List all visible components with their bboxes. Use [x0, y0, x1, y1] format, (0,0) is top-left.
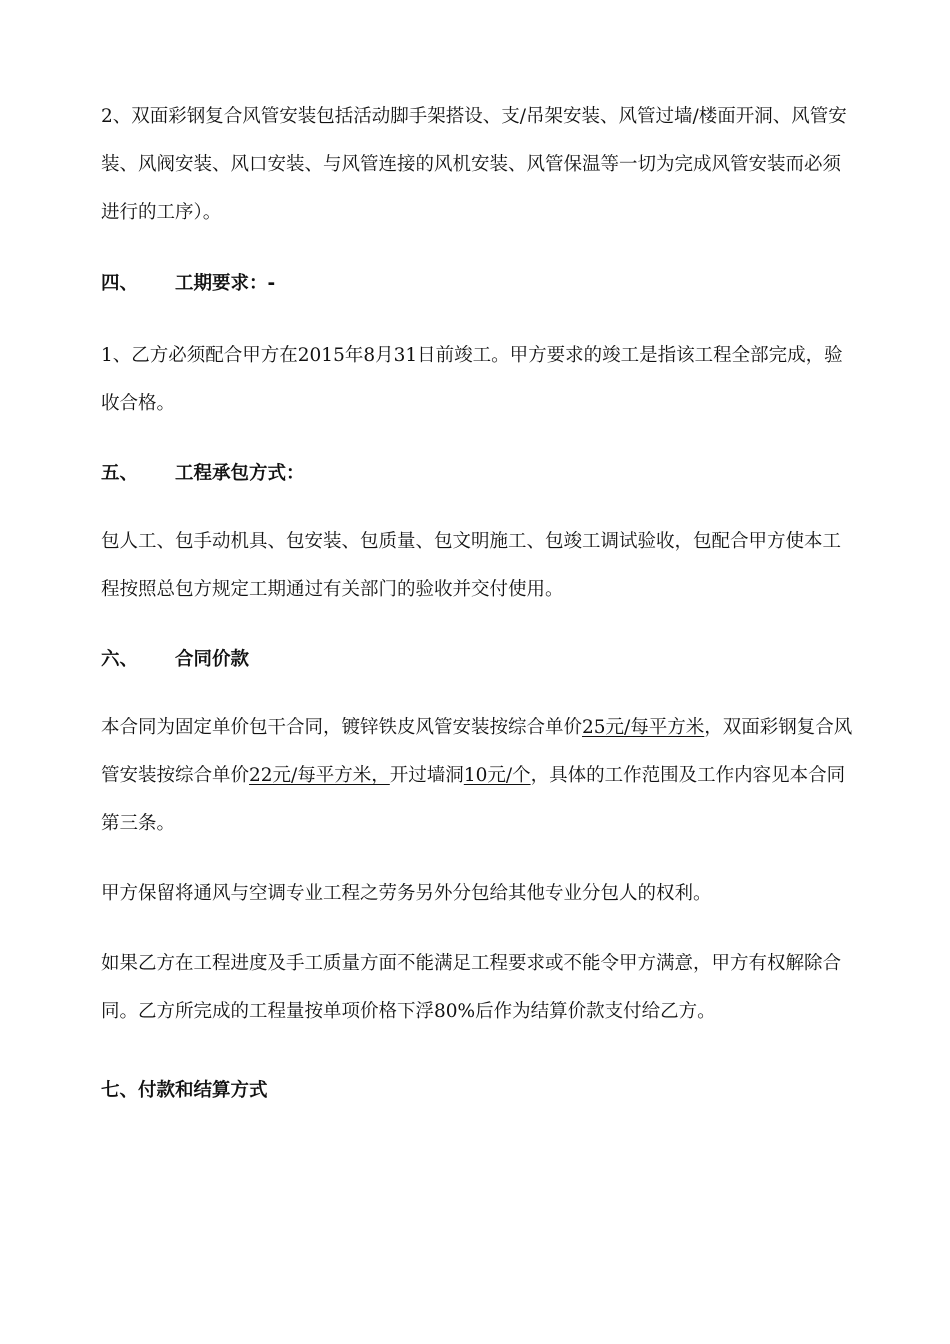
section-4-heading: [101, 270, 275, 298]
price-wall-opening: 10元/个: [463, 765, 531, 786]
section-6-heading: [101, 646, 249, 674]
section-6-title: 合同价款: [175, 649, 250, 670]
section-5-heading: [101, 460, 305, 488]
section-4-number: 四、: [101, 273, 139, 294]
paragraph-scope-item-2: 2、双面彩钢复合风管安装包括活动脚手架搭设、支/吊架安装、风管过墙/楼面开洞、风管安装、风阀安装、风口安装、与风管连接的风机安装、风管保温等一切为完成风管安装而必须进行的工序）。: [101, 106, 847, 223]
section-5-number: 五、: [101, 463, 139, 484]
paragraph-contract-scope: 包人工、包手动机具、包安装、包质量、包文明施工、包竣工调试验收，包配合甲方使本工程按照总包方规定工期通过有关部门的验收并交付使用。: [101, 531, 842, 600]
paragraph-contract-price: [101, 704, 853, 848]
section-6-number: 六、: [101, 649, 139, 670]
section-5-title: 工程承包方式：: [175, 463, 305, 484]
paragraph-termination: 如果乙方在工程进度及手工质量方面不能满足工程要求或不能令甲方满意，甲方有权解除合同。乙方所完成的工程量按单项价格下浮80%后作为结算价款支付给乙方。: [101, 953, 842, 1022]
price-galvanized-duct: 25元/每平方米: [582, 717, 705, 738]
price-text-1: 本合同为固定单价包干合同，镀锌铁皮风管安装按综合单价: [101, 717, 583, 738]
paragraph-subcontract-rights: 甲方保留将通风与空调专业工程之劳务另外分包给其他专业分包人的权利。: [101, 883, 712, 904]
price-text-2: ，双面彩钢复合风管安装按综合单价: [101, 717, 853, 786]
price-text-3: 开过墙洞: [389, 765, 464, 786]
section-7-heading: 七、付款和结算方式: [101, 1080, 268, 1101]
paragraph-completion-date: 1、乙方必须配合甲方在2015年8月31日前竣工。甲方要求的竣工是指该工程全部完成，验收合格。: [101, 345, 843, 414]
price-text-4: ，具体的工作范围及工作内容见本合同第三条。: [101, 765, 846, 834]
price-composite-duct: 22元/每平方米，: [249, 765, 390, 786]
section-4-title: 工期要求：-: [175, 273, 276, 294]
